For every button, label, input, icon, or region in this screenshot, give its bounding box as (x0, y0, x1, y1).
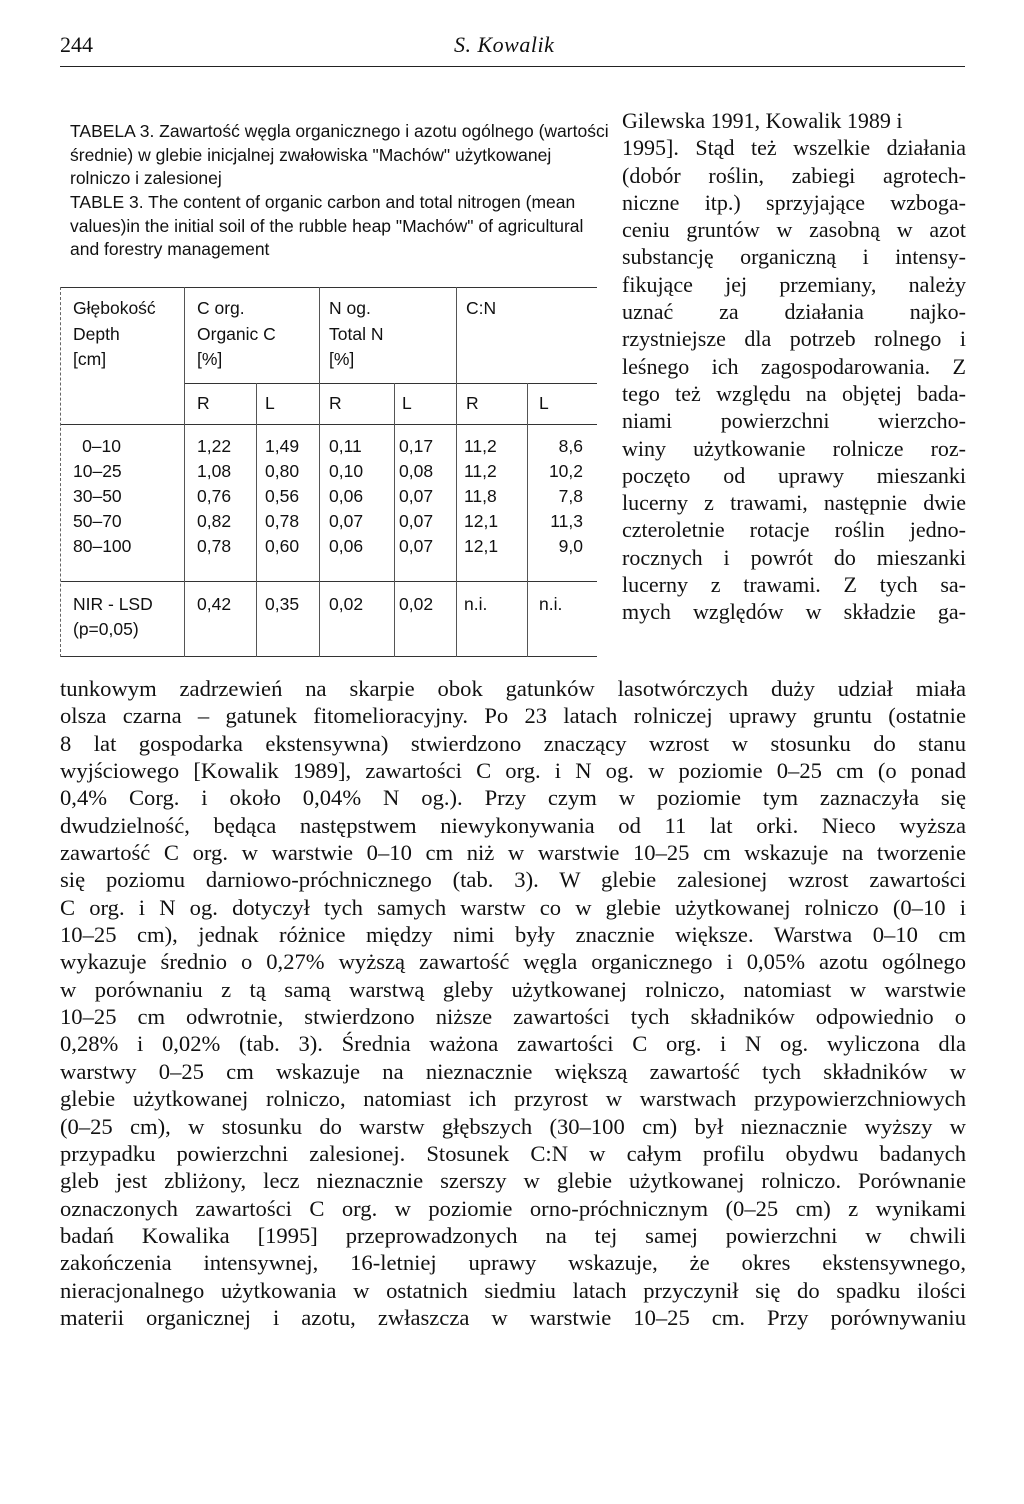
header-cn: C:N (466, 298, 497, 318)
lsd-label: NIR - LSD (73, 594, 153, 614)
cell-cn-r: 11,2 (464, 461, 497, 481)
header-rule (60, 66, 965, 67)
text-line: gleb jest zbliżony, lecz nieznacznie szerszy w glebie użytkowanej rolniczo. Porównanie (60, 1168, 966, 1194)
lsd-nog-r: 0,02 (329, 594, 364, 614)
cell-nog-r: 0,06 (329, 536, 364, 556)
cell-corg-r: 0,76 (197, 486, 232, 506)
lsd-label-p: (p=0,05) (73, 619, 139, 639)
header-nog-en: Total N (329, 324, 384, 344)
cell-nog-r: 0,11 (329, 436, 362, 456)
subheader-r: R (197, 393, 210, 413)
page-number: 244 (60, 32, 93, 57)
lsd-nog-l: 0,02 (399, 594, 434, 614)
cell-corg-l: 0,60 (265, 536, 300, 556)
header-depth-en: Depth (73, 324, 120, 344)
text-line: niczne itp.) sprzyjające wzboga- (622, 189, 966, 215)
cell-corg-r: 1,22 (197, 436, 232, 456)
text-line: C org. i N og. dotyczył tych samych warstw co w glebie użytkowanej rolniczo (0–10 i (60, 894, 966, 920)
row-depth: 50–70 (73, 511, 122, 531)
cell-corg-r: 1,08 (197, 461, 232, 481)
text-line: ceniu gruntów w zasobną w azot (622, 217, 966, 243)
cell-nog-r: 0,07 (329, 511, 364, 531)
text-line: glebie użytkowanej rolniczo, natomiast ich przyrost w warstwach przypowierzchniowych (60, 1086, 966, 1112)
table-col-divider (456, 287, 457, 657)
row-depth: 10–25 (73, 461, 122, 481)
lsd-corg-l: 0,35 (265, 594, 300, 614)
text-line: lucerny z trawami. Z tych sa- (622, 572, 966, 598)
header-corg-unit: [%] (197, 349, 223, 369)
text-line: 0,28% i 0,02% (tab. 3). Średnia ważona zawartości C org. i N og. wyliczona dla (60, 1031, 966, 1057)
cell-cn-l: 9,0 (558, 536, 583, 556)
table-col-divider (394, 383, 395, 657)
text-line: 8 lat gospodarka ekstensywna) stwierdzono znaczący wzrost w stosunku do stanu (60, 730, 966, 756)
header-corg-en: Organic C (197, 324, 276, 344)
subheader-l: L (265, 393, 275, 413)
data-table (60, 287, 597, 657)
header-corg-pl: C org. (197, 298, 245, 318)
cell-corg-l: 1,49 (265, 436, 300, 456)
text-line: wyjściowego [Kowalik 1989], zawartości C org. i N og. w poziomie 0–25 cm (o ponad (60, 758, 966, 784)
text-line: uznać za działania najko- (622, 299, 966, 325)
table-caption-en: TABLE 3. The content of organic carbon and total nitrogen (mean values)in the initial soil of the rubble heap "Machów" of agricultural and forestry management (70, 192, 584, 259)
text-line: lucerny z trawami, następnie dwie (622, 490, 966, 516)
text-line: rzystniejsze dla potrzeb rolnego i (622, 326, 966, 352)
table-rule-subheader (61, 424, 597, 425)
text-line: (0–25 cm), w stosunku do warstw głębszych (30–100 cm) był nieznacznie wyższy w (60, 1113, 966, 1139)
cell-cn-r: 12,1 (464, 536, 499, 556)
text-line: 1995]. Stąd też wszelkie działania (622, 135, 966, 161)
text-line: czteroletnie rotacje roślin jedno- (622, 517, 966, 543)
lsd-corg-r: 0,42 (197, 594, 232, 614)
cell-cn-l: 8,6 (558, 436, 583, 456)
cell-nog-l: 0,08 (399, 461, 434, 481)
subheader-r: R (466, 393, 479, 413)
text-line: (dobór roślin, zabiegi agrotech- (622, 162, 966, 188)
table-col-divider (319, 287, 320, 657)
body-paragraph (60, 675, 966, 1331)
cell-corg-l: 0,78 (265, 511, 300, 531)
text-line: zawartość C org. w warstwie 0–10 cm niż w warstwie 10–25 cm wskazuje na tworzenie (60, 840, 966, 866)
cell-corg-l: 0,80 (265, 461, 300, 481)
cell-nog-r: 0,06 (329, 486, 364, 506)
cell-cn-r: 11,8 (464, 486, 497, 506)
text-line: leśnego ich zagospodarowania. Z (622, 353, 966, 379)
table-caption-pl: TABELA 3. Zawartość węgla organicznego i azotu ogólnego (wartości średnie) w glebie inicjalnej zwałowiska "Machów" użytkowanej rolniczo i zalesionej (70, 121, 609, 188)
text-line: dwudzielność, będąca następstwem niewykonywania od 11 lat orki. Nieco wyższa (60, 812, 966, 838)
text-line: 10–25 cm), jednak różnice między nimi były znacznie większe. Warstwa 0–10 cm (60, 922, 966, 948)
text-line: poczęto od uprawy mieszanki (622, 462, 966, 488)
text-line: zakończenia intensywnej, 16-letniej uprawy wskazuje, że okres ekstensywnego, (60, 1250, 966, 1276)
text-line: warstwy 0–25 cm wskazuje na nieznacznie większą zawartość tych składników w (60, 1058, 966, 1084)
text-line: oznaczonych zawartości C org. w poziomie orno-próchnicznym (0–25 cm) z wynikami (60, 1195, 966, 1221)
cell-corg-r: 0,82 (197, 511, 232, 531)
text-line: 10–25 cm odwrotnie, stwierdzono niższe zawartości tych składników odpowiednio o (60, 1004, 966, 1030)
cell-cn-l: 11,3 (550, 511, 583, 531)
row-depth: 80–100 (73, 536, 132, 556)
text-line: w porównaniu z tą samą warstwą gleby użytkowanej rolniczo, natomiast w warstwie (60, 976, 966, 1002)
lsd-cn-l: n.i. (539, 594, 563, 614)
side-text (622, 107, 966, 626)
table-col-divider (256, 383, 257, 657)
cell-cn-r: 12,1 (464, 511, 499, 531)
table-rule-top (61, 287, 597, 288)
header-depth-unit: [cm] (73, 349, 107, 369)
text-line: winy użytkowanie rolnicze roz- (622, 435, 966, 461)
cell-corg-r: 0,78 (197, 536, 232, 556)
text-line: tego też względu na objętej bada- (622, 380, 966, 406)
cell-nog-l: 0,07 (399, 486, 434, 506)
cell-nog-l: 0,07 (399, 536, 434, 556)
running-head: S. Kowalik (454, 32, 555, 57)
table-rule-bottom (61, 656, 597, 657)
text-line: substancję organiczną i intensy- (622, 244, 966, 270)
table-col-divider (184, 287, 185, 657)
text-line: nieracjonalnego użytkowania w ostatnich siedmiu latach przyczynił się do spadku ilości (60, 1277, 966, 1303)
header-depth-pl: Głębokość (73, 298, 156, 318)
text-line: mych względów w składzie ga- (622, 599, 966, 625)
header-nog-unit: [%] (329, 349, 355, 369)
text-line: badań Kowalika [1995] przeprowadzonych na tej samej powierzchni w chwili (60, 1222, 966, 1248)
cell-nog-l: 0,17 (399, 436, 434, 456)
cell-cn-r: 11,2 (464, 436, 497, 456)
text-line: materii organicznej i azotu, zwłaszcza w warstwie 10–25 cm. Przy porównywaniu (60, 1304, 966, 1330)
text-line: fikujące jej przemiany, należy (622, 271, 966, 297)
text-line: się poziomu darniowo-próchnicznego (tab. 3). W glebie zalesionej wzrost zawartości (60, 867, 966, 893)
cell-corg-l: 0,56 (265, 486, 300, 506)
text-line: 0,4% Corg. i około 0,04% N og.). Przy czym w poziomie tym zaznaczyła się (60, 785, 966, 811)
text-line: tunkowym zadrzewień na skarpie obok gatunków lasotwórczych duży udział miała (60, 676, 966, 701)
text-line: przypadku powierzchni zalesionej. Stosunek C:N w całym profilu obydwu badanych (60, 1140, 966, 1166)
text-line: olsza czarna – gatunek fitomelioracyjny. Po 23 latach rolniczej uprawy gruntu (ostatnie (60, 703, 966, 729)
cell-nog-l: 0,07 (399, 511, 434, 531)
text-line: niami powierzchni wierzcho- (622, 408, 966, 434)
table-rule-header (184, 383, 597, 384)
subheader-l: L (539, 393, 549, 413)
text-line: wykazuje średnio o 0,27% wyższą zawartość węgla organicznego i 0,05% azotu ogólnego (60, 949, 966, 975)
table-rule-body (61, 581, 597, 582)
row-depth: 30–50 (73, 486, 122, 506)
cell-nog-r: 0,10 (329, 461, 364, 481)
lsd-cn-r: n.i. (464, 594, 488, 614)
row-depth: 0–10 (82, 436, 121, 456)
text-line: rocznych i powrót do mieszanki (622, 544, 966, 570)
cell-cn-l: 7,8 (558, 486, 583, 506)
header-nog-pl: N og. (329, 298, 371, 318)
subheader-r: R (329, 393, 342, 413)
text-line: Gilewska 1991, Kowalik 1989 i (622, 108, 903, 133)
cell-cn-l: 10,2 (548, 461, 583, 481)
subheader-l: L (402, 393, 412, 413)
